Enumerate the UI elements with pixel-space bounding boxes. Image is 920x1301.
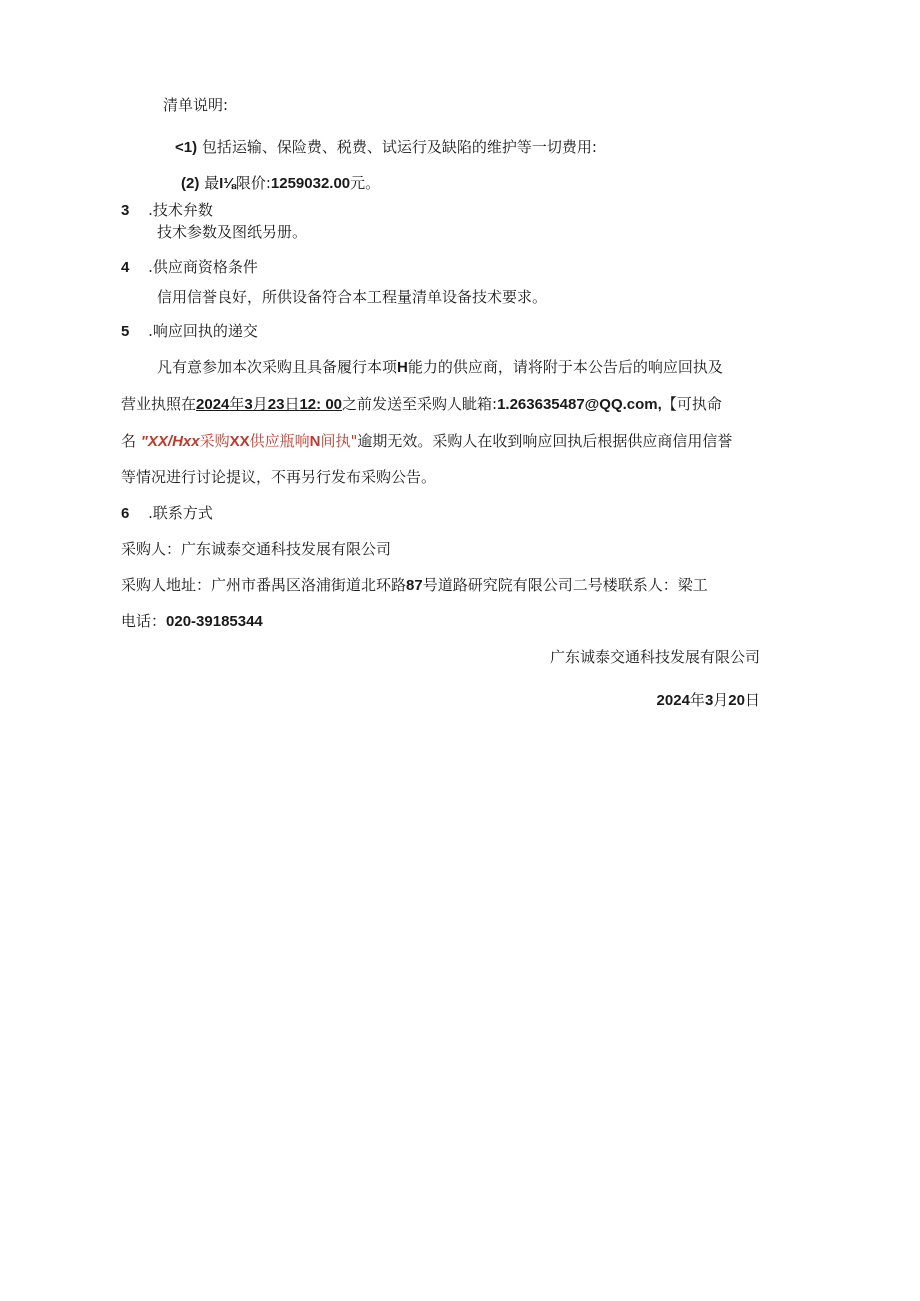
address-a: 采购人地址：广州市番禺区洛浦街道北环路 <box>121 576 407 594</box>
note-item-2-number: (2) <box>181 175 200 192</box>
note-item-2-garbled: I⅛ <box>219 175 236 192</box>
deadline-day-unit: 日 <box>284 395 300 413</box>
notes-heading: 清单说明: <box>163 96 229 114</box>
signature-date <box>657 689 760 712</box>
section-5-line-4: 等情况进行讨论提议，不再另行发布采购公告。 <box>121 468 437 486</box>
deadline-day: 23 <box>267 396 285 413</box>
section-5-line-3-e: 逾期无效。采购人在收到响应回执后根据供应商信用信誉 <box>357 432 733 450</box>
note-item-1-number: <1) <box>175 139 198 156</box>
subject-part-4: 供应瓶响 <box>249 432 310 450</box>
address-number: 87 <box>406 577 423 594</box>
note-item-2-label: 限价: <box>235 174 271 192</box>
section-6-heading <box>121 502 213 525</box>
section-5-line-1-c: 能力的供应商，请将附于本公告后的响应回执及 <box>407 358 723 376</box>
buyer-line: 采购人：广东诚泰交通科技发展有限公司 <box>121 540 392 558</box>
price-unit: 元。 <box>350 174 381 192</box>
section-3-number: 3 <box>121 202 130 219</box>
section-4-title: .供应商资格条件 <box>148 258 258 276</box>
subject-part-6: 间执" <box>320 432 358 450</box>
section-5-line-1-a: 凡有意参加本次采购且具备履行本项 <box>157 358 398 376</box>
deadline-year: 2024 <box>196 396 230 413</box>
phone-label: 电话： <box>121 612 167 630</box>
deadline-month: 3 <box>244 396 253 413</box>
phone-line <box>121 610 263 633</box>
note-item-2-pre: 最 <box>204 174 220 192</box>
email-subject-format <box>141 432 358 450</box>
signature-day: 20 <box>728 692 745 709</box>
section-5-heading <box>121 320 258 343</box>
ceiling-price: 1259032.00 <box>270 175 351 192</box>
phone-number: 020-39185344 <box>166 613 263 630</box>
section-5-title: .响应回执的递交 <box>148 322 258 340</box>
address-line <box>121 574 708 597</box>
section-5-line-2-a: 营业执照在 <box>121 395 197 413</box>
section-5-line-2 <box>121 393 722 416</box>
section-4-number: 4 <box>121 259 130 276</box>
address-b: 号道路研究院有限公司二号楼联系人：梁工 <box>422 576 708 594</box>
deadline-month-unit: 月 <box>252 395 268 413</box>
email-address: 1.263635487@QQ.com, <box>497 396 662 413</box>
subject-part-5: N <box>309 433 321 450</box>
signature-month-unit: 月 <box>713 691 729 709</box>
signature-year-unit: 年 <box>689 691 705 709</box>
section-5-line-2-c: 【可执命 <box>661 395 722 413</box>
section-5-number: 5 <box>121 323 130 340</box>
subject-part-1: "XX/Hxx <box>140 433 200 450</box>
section-3-heading <box>121 199 213 222</box>
section-6-title: .联系方式 <box>148 504 213 522</box>
section-3-title: .技术弁数 <box>148 201 213 219</box>
subject-part-3: XX <box>229 433 250 450</box>
deadline-year-unit: 年 <box>229 395 245 413</box>
section-4-body: 信用信誉良好，所供设备符合本工程量清单设备技术要求。 <box>157 288 548 306</box>
section-3-body: 技术参数及图纸另册。 <box>157 223 308 241</box>
note-item-2 <box>181 172 380 195</box>
signature-month: 3 <box>704 692 714 709</box>
signature-company: 广东诚泰交通科技发展有限公司 <box>549 648 760 666</box>
section-5-line-1 <box>157 356 723 379</box>
deadline-time: 12: 00 <box>299 396 343 413</box>
section-5-line-1-b: H <box>397 359 408 376</box>
signature-day-unit: 日 <box>744 691 760 709</box>
subject-part-2: 采购 <box>199 432 230 450</box>
section-5-line-3 <box>121 430 732 453</box>
note-item-1 <box>175 136 597 159</box>
section-5-line-2-b: 之前发送至采购人眦箱: <box>342 395 498 413</box>
deadline <box>196 395 342 413</box>
section-4-heading <box>121 256 258 279</box>
note-item-1-text: 包括运输、保险费、税费、试运行及缺陷的维护等一切费用: <box>201 138 597 156</box>
section-6-number: 6 <box>121 505 130 522</box>
signature-year: 2024 <box>656 692 690 709</box>
section-5-line-3-a: 名 <box>121 432 137 450</box>
